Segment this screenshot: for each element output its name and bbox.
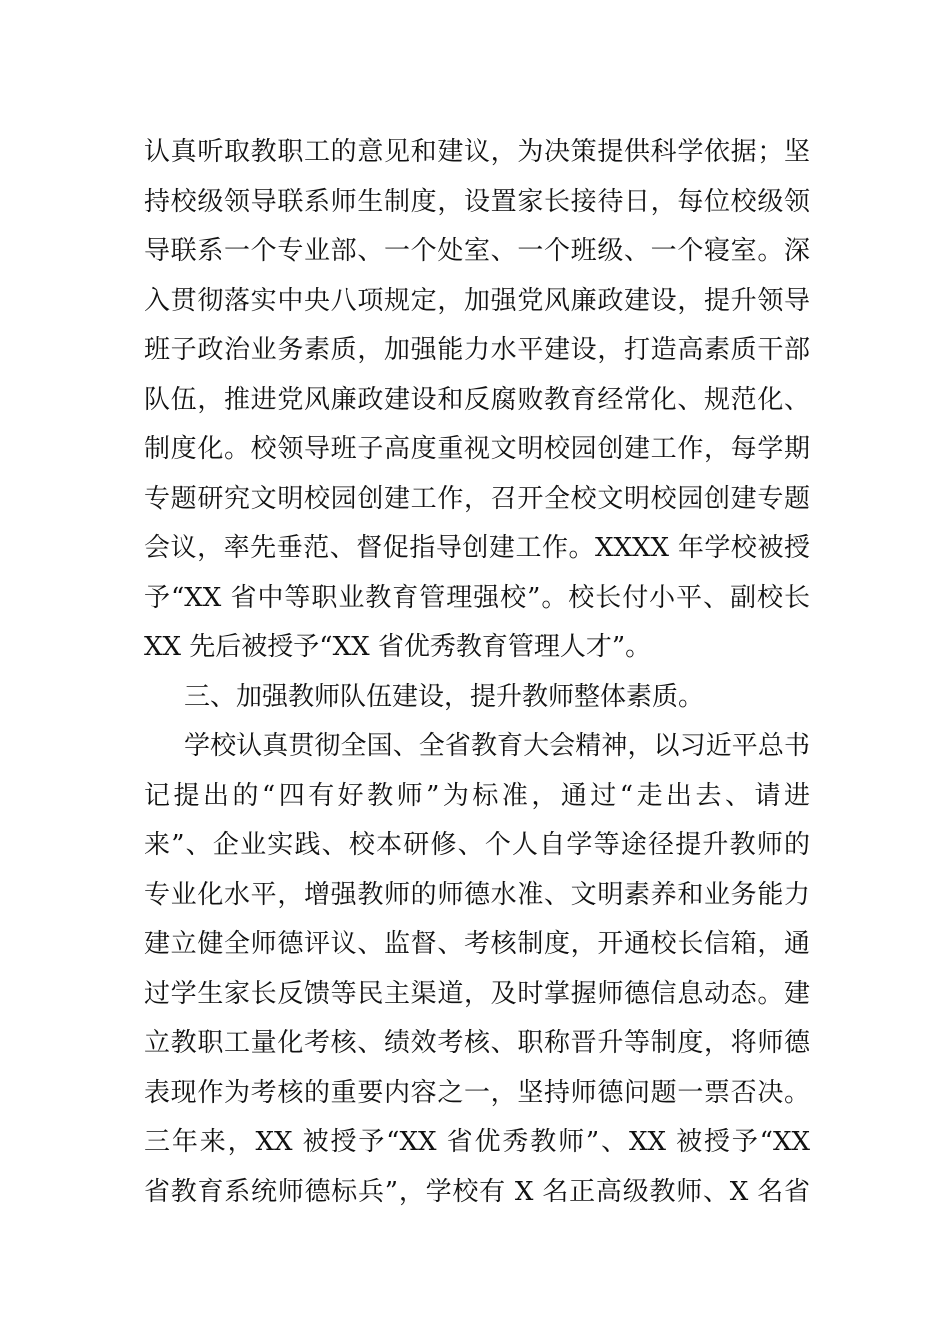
paragraph-line: 建立健全师德评议、监督、考核制度，开通校长信箱，通 (144, 929, 810, 959)
paragraph-line: 导联系一个专业部、一个处室、一个班级、一个寝室。深 (144, 236, 810, 266)
paragraph-line: 省教育系统师德标兵”，学校有 X 名正高级教师、X 名省 (144, 1176, 810, 1207)
paragraph-line: 予“XX 省中等职业教育管理强校”。校长付小平、副校长 (144, 582, 810, 613)
paragraph-line: 会议，率先垂范、督促指导创建工作。XXXX 年学校被授 (144, 533, 810, 563)
section-heading: 三、加强教师队伍建设，提升教师整体素质。 (184, 681, 705, 712)
paragraph-line: 立教职工量化考核、绩效考核、职称晋升等制度，将师德 (144, 1028, 810, 1058)
paragraph-line: 班子政治业务素质，加强能力水平建设，打造高素质干部 (144, 335, 810, 365)
paragraph-line: 过学生家长反馈等民主渠道，及时掌握师德信息动态。建 (144, 978, 810, 1009)
paragraph-line: 队伍，推进党风廉政建设和反腐败教育经常化、规范化、 (144, 384, 810, 415)
paragraph-line: 持校级领导联系师生制度，设置家长接待日，每位校级领 (144, 186, 810, 217)
paragraph-line: 认真听取教职工的意见和建议，为决策提供科学依据；坚 (144, 137, 810, 167)
paragraph-line: 三年来，XX 被授予“XX 省优秀教师”、XX 被授予“XX (144, 1127, 810, 1157)
paragraph-line: 制度化。校领导班子高度重视文明校园创建工作，每学期 (144, 434, 810, 464)
paragraph-line: XX 先后被授予“XX 省优秀教育管理人才”。 (144, 632, 652, 662)
paragraph-line: 来”、企业实践、校本研修、个人自学等途径提升教师的 (144, 830, 810, 860)
paragraph-line: 表现作为考核的重要内容之一，坚持师德问题一票否决。 (144, 1077, 810, 1108)
paragraph-line: 专业化水平，增强教师的师德水准、文明素养和业务能力 (144, 879, 810, 910)
paragraph-line: 学校认真贯彻全国、全省教育大会精神，以习近平总书 (184, 731, 810, 761)
paragraph-line: 专题研究文明校园创建工作，召开全校文明校园创建专题 (144, 483, 810, 514)
paragraph-line: 记提出的“四有好教师”为标准，通过“走出去、请进 (144, 780, 810, 811)
body-text (144, 128, 810, 1217)
paragraph-line: 入贯彻落实中央八项规定，加强党风廉政建设，提升领导 (144, 285, 810, 316)
